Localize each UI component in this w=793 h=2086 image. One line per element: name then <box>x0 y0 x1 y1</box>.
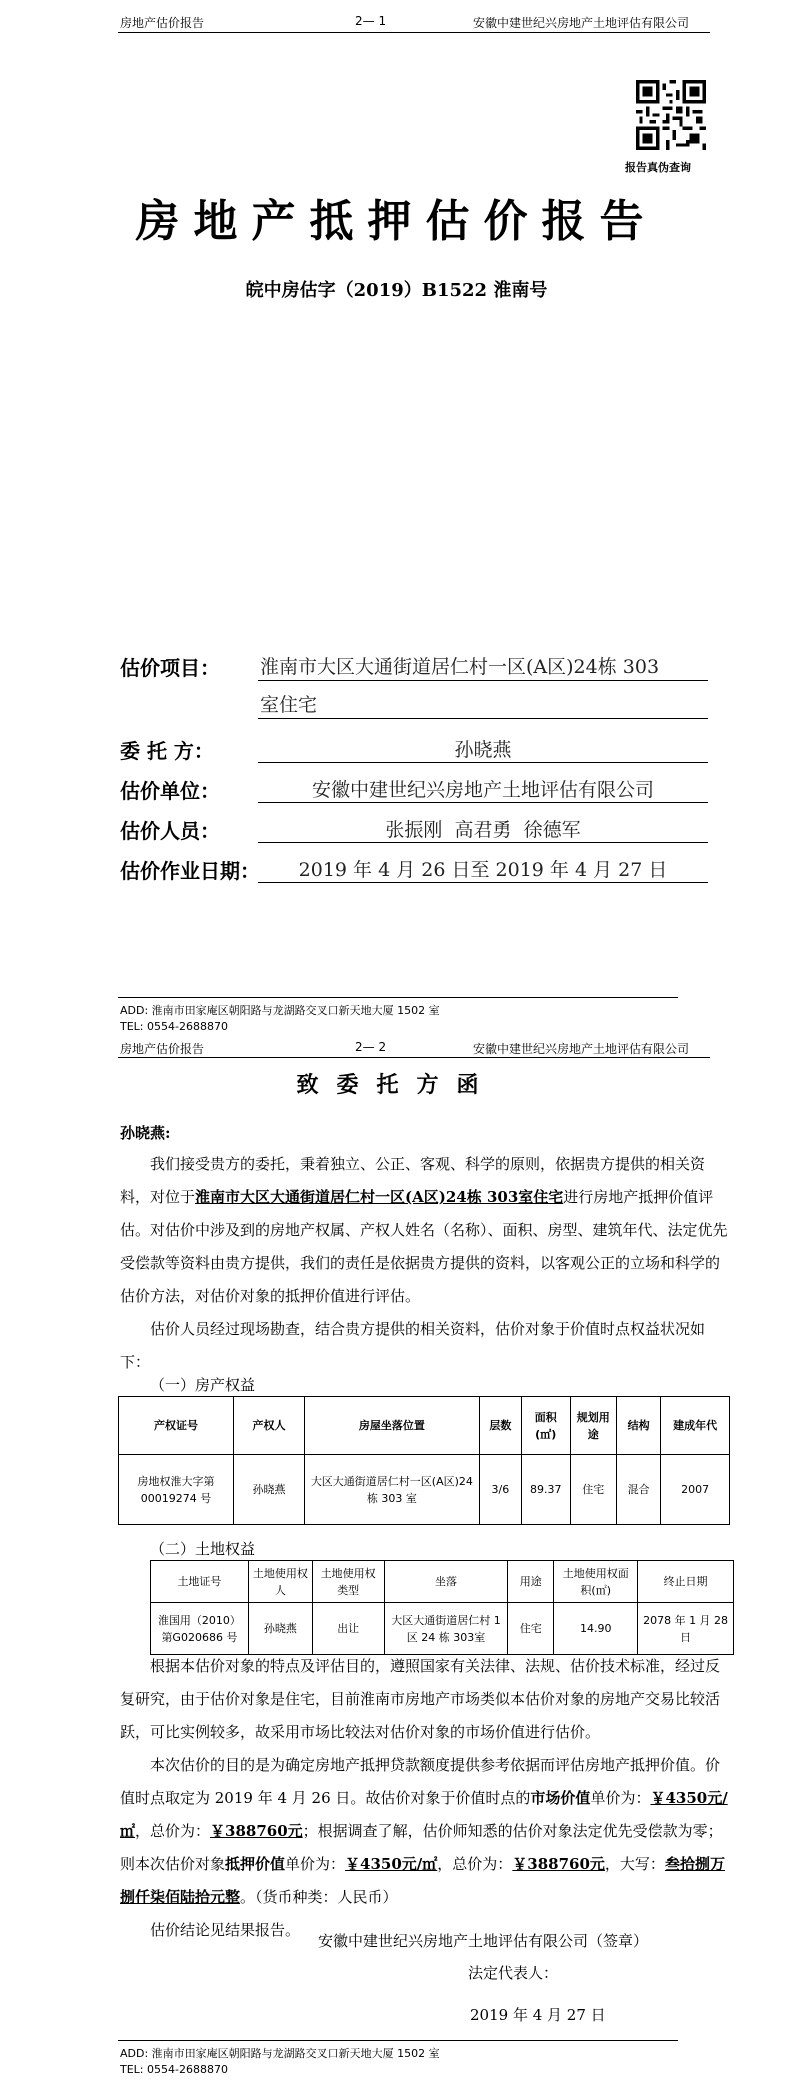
table1-cell: 住宅 <box>570 1455 616 1525</box>
unit-underline <box>258 802 708 803</box>
total-in-words: 叁拾捌万捌仟柒佰陆拾元整 <box>120 1855 725 1906</box>
project-underline-1 <box>258 680 708 681</box>
letter-body-bottom <box>120 1650 730 1947</box>
table1-header: 建成年代 <box>661 1397 730 1455</box>
table2-cell: 孙晓燕 <box>248 1603 312 1655</box>
table2-header: 土地证号 <box>151 1561 249 1603</box>
qr-caption: 报告真伪查询 <box>625 161 691 174</box>
page1-footer-address: ADD: 淮南市田家庵区朝阳路与龙湖路交叉口新天地大厦 1502 室 <box>120 1004 440 1017</box>
letter-title: 致委托方函 <box>296 1072 497 1098</box>
project-underline-2 <box>258 718 708 719</box>
table1-header: 面积(㎡) <box>521 1397 570 1455</box>
table-row <box>119 1455 730 1525</box>
table1-cell: 3/6 <box>479 1455 521 1525</box>
page2-header-left: 房地产估价报告 <box>120 1042 205 1056</box>
page2-footer-rule <box>118 2040 678 2041</box>
project-value-line2: 室住宅 <box>260 694 318 716</box>
property-address: 淮南市大区大通街道居仁村一区(A区)24栋 303室住宅 <box>195 1188 564 1206</box>
table2-header: 土地使用权面积(㎡) <box>554 1561 638 1603</box>
table2-header: 土地使用权类型 <box>312 1561 384 1603</box>
appraisers-underline <box>258 842 708 843</box>
client-underline <box>258 762 708 763</box>
work-date-value: 2019 年 4 月 26 日至 2019 年 4 月 27 日 <box>298 859 668 881</box>
letter-body-top <box>120 1148 730 1379</box>
table1-cell: 89.37 <box>521 1455 570 1525</box>
page1-header-left: 房地产估价报告 <box>120 16 205 30</box>
salutation: 孙晓燕: <box>120 1124 171 1142</box>
client-value: 孙晓燕 <box>454 739 512 761</box>
date-underline <box>258 882 708 883</box>
table2-cell: 2078 年 1 月 28日 <box>638 1603 734 1655</box>
table1-cell: 大区大通街道居仁村一区(A区)24 栋 303 室 <box>304 1455 479 1525</box>
table1-cell: 2007 <box>661 1455 730 1525</box>
table1-header: 层数 <box>479 1397 521 1455</box>
page1-header-page-number: 2— 1 <box>355 14 387 28</box>
table2-header: 土地使用权人 <box>248 1561 312 1603</box>
paragraph-inspection: 估价人员经过现场勘查，结合贵方提供的相关资料，估价对象于价值时点权益状况如下： <box>120 1320 706 1371</box>
report-number: 皖中房估字（2019）B1522 淮南号 <box>245 280 548 301</box>
property-rights-table <box>118 1396 730 1525</box>
project-label: 估价项目： <box>120 656 220 680</box>
paragraph-see-report: 估价结论见结果报告。 <box>150 1921 301 1939</box>
appraisal-unit-value: 安徽中建世纪兴房地产土地评估有限公司 <box>311 779 654 801</box>
legal-representative: 法定代表人： <box>468 1964 559 1982</box>
table1-header: 结构 <box>617 1397 661 1455</box>
table1-header: 规划用途 <box>570 1397 616 1455</box>
table2-header: 用途 <box>508 1561 554 1603</box>
report-title: 房地产抵押估价报告 <box>135 196 658 247</box>
table1-cell: 混合 <box>617 1455 661 1525</box>
paragraph-conclusion: 本次估价的目的是为确定房地产抵押贷款额度提供参考依据而评估房地产抵押价值。价值时点取定为 2019 年 4 月 26 日。故估价对象于价值时点的市场价值单价为：￥4350元/㎡，总价为：￥388760元；根据调查了解，估价师知悉的估价对象法定优先受偿款为零；则本次估价对象抵押价值单价为：￥4350元/㎡，总价为：￥388760元，大写：叁拾捌万捌仟柒佰陆拾元整。（货币种类：人民币） <box>120 1756 728 1906</box>
page2-footer-tel: TEL: 0554-2688870 <box>120 2063 228 2076</box>
paragraph-method: 根据本估价对象的特点及评估目的，遵照国家有关法律、法规、估价技术标准，经过反复研究，由于估价对象是住宅，目前淮南市房地产市场类似本估价对象的房地产交易比较活跃，可比实例较多，故采用市场比较法对估价对象的市场价值进行估价。 <box>120 1657 721 1741</box>
table2-header: 坐落 <box>384 1561 508 1603</box>
table1-cell: 孙晓燕 <box>234 1455 305 1525</box>
appraisers-label: 估价人员： <box>120 819 220 843</box>
signature-company: 安徽中建世纪兴房地产土地评估有限公司（签章） <box>318 1932 649 1950</box>
market-unit-price: ￥4350元/㎡ <box>120 1789 728 1840</box>
table1-header: 房屋坐落位置 <box>304 1397 479 1455</box>
table1-header: 产权人 <box>234 1397 305 1455</box>
page2-header-rule <box>118 1057 710 1058</box>
page1-footer-rule <box>118 997 678 998</box>
section-property-rights: （一）房产权益 <box>150 1376 256 1394</box>
land-rights-table <box>150 1560 734 1655</box>
table2-cell: 14.90 <box>554 1603 638 1655</box>
mortgage-unit-price: ￥4350元/㎡ <box>345 1855 438 1873</box>
page1-footer-tel: TEL: 0554-2688870 <box>120 1020 228 1033</box>
table2-cell: 大区大通街道居仁村 1 区 24 栋 303室 <box>384 1603 508 1655</box>
section-land-rights: （二）土地权益 <box>150 1540 256 1558</box>
table2-cell: 住宅 <box>508 1603 554 1655</box>
page1-header-rule <box>118 32 710 33</box>
mortgage-total-price: ￥388760元 <box>512 1855 605 1873</box>
qr-code[interactable] <box>636 80 706 150</box>
table2-cell: 淮国用（2010）第G020686 号 <box>151 1603 249 1655</box>
appraisers-value: 张振刚 高君勇 徐德军 <box>385 819 581 841</box>
paragraph-intro: 我们接受贵方的委托，秉着独立、公正、客观、科学的原则，依据贵方提供的相关资料，对位于淮南市大区大通街道居仁村一区(A区)24栋 303室住宅进行房地产抵押价值评估。对估价中涉及到的房地产权属、产权人姓名（名称）、面积、房型、建筑年代、法定优先受偿款等资料由贵方提供，我们的责任是依据贵方提供的资料，以客观公正的立场和科学的估价方法，对估价对象的抵押价值进行评估。 <box>120 1155 728 1305</box>
table1-cell: 房地权淮大字第00019274 号 <box>119 1455 234 1525</box>
page2-header-right: 安徽中建世纪兴房地产土地评估有限公司 <box>473 1042 690 1056</box>
page2-header-page-number: 2— 2 <box>355 1040 387 1054</box>
work-date-label: 估价作业日期： <box>120 859 260 883</box>
market-total-price: ￥388760元 <box>210 1822 303 1840</box>
table2-header: 终止日期 <box>638 1561 734 1603</box>
appraisal-unit-label: 估价单位： <box>120 779 220 803</box>
signature-date: 2019 年 4 月 27 日 <box>470 2006 606 2024</box>
table-row <box>151 1603 734 1655</box>
client-label: 委 托 方： <box>120 739 214 763</box>
project-value-line1: 淮南市大区大通街道居仁村一区(A区)24栋 303 <box>260 656 660 678</box>
table2-cell: 出让 <box>312 1603 384 1655</box>
table1-header: 产权证号 <box>119 1397 234 1455</box>
page1-header-right: 安徽中建世纪兴房地产土地评估有限公司 <box>473 16 690 30</box>
page2-footer-address: ADD: 淮南市田家庵区朝阳路与龙湖路交叉口新天地大厦 1502 室 <box>120 2047 440 2060</box>
